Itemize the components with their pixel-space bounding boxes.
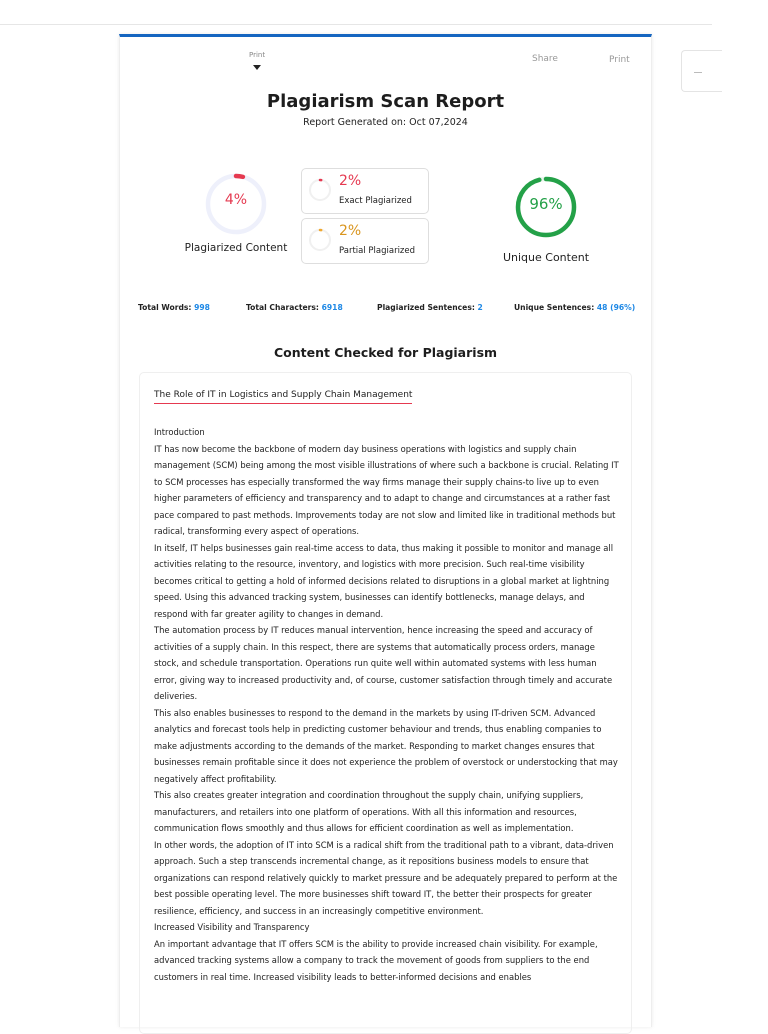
side-panel-toggle[interactable] — [681, 50, 722, 92]
exact-percent: 2% — [339, 173, 362, 189]
stat-label: Unique Sentences: — [514, 303, 595, 312]
paragraph: Introduction — [154, 427, 205, 437]
stat-total-words — [138, 303, 210, 312]
partial-plagiarized-card — [301, 218, 429, 264]
paragraph: In other words, the adoption of IT into SCM is a radical shift from the traditional path to a vibrant, data-driven approach. Such a step transcends incremental change, as it repositions business models to ensure that organizations can respond relatively quickly to market pressure and be adequately prepared to perform at the best possible operating level. The more businesses shift toward IT, the better their prospects for greater resilience, efficiency, and success in an increasingly competitive environment. — [154, 839, 618, 916]
stat-label: Total Characters: — [246, 303, 319, 312]
document-body — [154, 424, 619, 985]
partial-label: Partial Plagiarized — [339, 246, 416, 256]
share-button[interactable]: Share — [532, 54, 558, 64]
partial-ring — [308, 228, 332, 252]
stat-value: 2 — [477, 303, 483, 312]
paragraph: This also enables businesses to respond to the demand in the markets by using IT-driven SCM. Advanced analytics and forecast tools help in predicting customer behaviour and trends, thus enabling companies to make adjustments according to the demands of the market. Responding to market changes ensures that businesses remain profitable since it does not experience the problem of overstock or understocking that may negatively affect profitability. — [154, 707, 618, 784]
stat-label: Plagiarized Sentences: — [377, 303, 475, 312]
stat-value: 6918 — [321, 303, 343, 312]
content-heading: Content Checked for Plagiarism — [273, 345, 498, 360]
exact-label: Exact Plagiarized — [339, 196, 412, 206]
stat-value: 48 (96%) — [596, 303, 636, 312]
caret-down-icon[interactable] — [253, 65, 261, 70]
paragraph: An important advantage that IT offers SCM is the ability to provide increased chain visibility. For example, advanced tracking systems allow a company to track the movement of goods from suppliers to the end customers in real time. Increased visibility leads to better-informed decisions and enables — [154, 938, 598, 982]
exact-ring — [308, 178, 332, 202]
report-page — [119, 34, 652, 1027]
unique-label: Unique Content — [502, 251, 590, 264]
report-title: Plagiarism Scan Report — [266, 91, 505, 112]
print-menu-label[interactable]: Print — [249, 51, 266, 59]
stat-unique-sentences — [514, 303, 635, 312]
report-generated-date: Report Generated on: Oct 07,2024 — [303, 117, 468, 128]
plagiarized-label: Plagiarized Content — [184, 242, 288, 254]
plagiarized-percent: 4% — [224, 192, 248, 208]
paragraph: The automation process by IT reduces manual intervention, hence increasing the speed and accuracy of activities of a supply chain. In this respect, there are systems that automatically process orders, manage stock, and schedule transportation. Operations run quite well within automated systems with less human error, giving way to increased productivity and, of course, customer satisfaction through timely and accurate deliveries. — [154, 625, 613, 701]
paragraph: In itself, IT helps businesses gain real-time access to data, thus making it possible to monitor and manage all activities relating to the resource, inventory, and logistics with more precision. Such real-time visibility becomes critical to getting a hold of informed decisions related to disruptions in a global market at lightning speed. Using this advanced tracking system, businesses can identify bottlenecks, manage delays, and respond with far greater agility to changes in demand. — [154, 542, 614, 619]
document-title: The Role of IT in Logistics and Supply Chain Management — [154, 390, 412, 404]
minus-icon — [694, 72, 702, 73]
stat-plag-sentences — [377, 303, 483, 312]
stat-value: 998 — [194, 303, 210, 312]
exact-plagiarized-card — [301, 168, 429, 214]
stat-label: Total Words: — [138, 303, 192, 312]
content-box — [139, 372, 632, 1034]
paragraph: This also creates greater integration and coordination throughout the supply chain, unifying suppliers, manufacturers, and retailers into one platform of operations. With all this information and resources, communication flows smoothly and thus allows for efficient coordination as well as implementation. — [154, 790, 584, 833]
paragraph: Increased Visibility and Transparency — [154, 922, 310, 932]
stat-total-chars — [246, 303, 343, 312]
top-divider — [0, 24, 712, 25]
paragraph: IT has now become the backbone of modern day business operations with logistics and supply chain management (SCM) being among the most visible illustrations of where such a backbone is crucial. Relating IT to SCM processes has especially transformed the way firms manage their supply chains-to live up to even higher parameters of efficiency and transparency and to adapt to change and circumstances at a rather fast pace compared to past methods. Improvements today are not slow and limited like in traditional methods but radical, transforming every aspect of operations. — [154, 443, 619, 536]
print-button[interactable]: Print — [609, 55, 630, 65]
partial-percent: 2% — [339, 223, 362, 239]
unique-percent: 96% — [529, 195, 563, 213]
